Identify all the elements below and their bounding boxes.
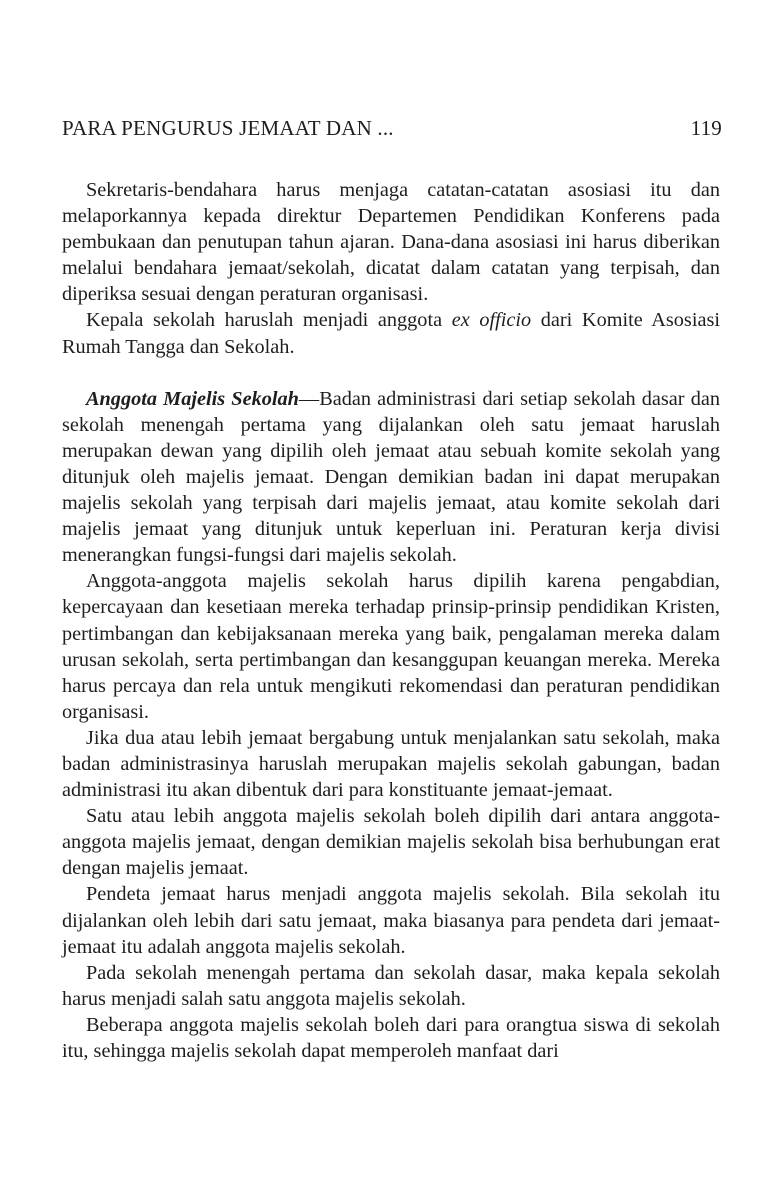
paragraph-secretary-treasurer: Sekretaris-bendahara harus menjaga catatan-catatan asosiasi itu dan melaporkannya kepada direktur Departemen Pendidikan Konferens pada pembukaan dan penutupan tahun ajaran. Dana-dana asosiasi ini harus diberikan melalui bendahara jemaat/sekolah, dicatat dalam catatan yang terpisah, dan diperiksa sesuai dengan peraturan organisasi. xyxy=(62,179,720,306)
paragraph-pastor-member: Pendeta jemaat harus menjadi anggota majelis sekolah. Bila sekolah itu dijalankan oleh lebih dari satu jemaat, maka biasanya para pendeta dari jemaat-jemaat itu adalah anggota majelis sekolah. xyxy=(62,883,720,958)
running-title: PARA PENGURUS JEMAAT DAN ... xyxy=(62,116,394,140)
paragraph-text: Kepala sekolah haruslah menjadi anggota xyxy=(86,309,452,332)
running-header xyxy=(62,116,722,144)
paragraph-school-board xyxy=(62,386,720,569)
paragraph-text: dari Komite Asosiasi Rumah Tangga dan Sekolah. xyxy=(62,309,720,358)
page-body xyxy=(62,177,720,1064)
paragraph-church-board-members: Satu atau lebih anggota majelis sekolah boleh dipilih dari antara anggota-anggota majelis jemaat, dengan demikian majelis sekolah bisa berhubungan erat dengan majelis jemaat. xyxy=(62,805,720,880)
section-heading: Anggota Majelis Sekolah xyxy=(86,387,299,410)
paragraph-joint-school-board: Jika dua atau lebih jemaat bergabung untuk menjalankan satu sekolah, maka badan administrasinya haruslah merupakan majelis sekolah gabungan, badan administrasi itu akan dibentuk dari para konstituante jemaat-jemaat. xyxy=(62,726,720,802)
page-number: 119 xyxy=(690,116,722,140)
paragraph-parents-members: Beberapa anggota majelis sekolah boleh dari para orangtua siswa di sekolah itu, sehingga majelis sekolah dapat memperoleh manfaat dari xyxy=(62,1013,720,1062)
paragraph-principal-member: Pada sekolah menengah pertama dan sekolah dasar, maka kepala sekolah harus menjadi salah satu anggota majelis sekolah. xyxy=(62,961,720,1010)
paragraph-text: —Badan administrasi dari setiap sekolah dasar dan sekolah menengah pertama yang dijalankan oleh satu jemaat haruslah merupakan dewan yang dipilih oleh jemaat atau sebuah komite sekolah yang ditunjuk oleh majelis jemaat. Dengan demikian badan ini dapat merupakan majelis sekolah yang terpisah dari majelis jemaat, atau komite sekolah dari majelis jemaat yang ditunjuk untuk keperluan ini. Peraturan kerja divisi menerangkan fungsi-fungsi dari majelis sekolah. xyxy=(62,387,720,567)
paragraph-board-members-selection: Anggota-anggota majelis sekolah harus dipilih karena pengabdian, kepercayaan dan kesetiaan mereka terhadap prinsip-prinsip pendidikan Kristen, pertimbangan dan kebijaksanaan mereka yang baik, pengalaman mereka dalam urusan sekolah, serta pertimbangan dan kesanggupan keuangan mereka. Mereka harus percaya dan rela untuk mengikuti rekomendasi dan peraturan pendidikan organisasi. xyxy=(62,570,720,723)
paragraph-principal-ex-officio xyxy=(62,307,720,359)
italic-term: ex officio xyxy=(451,309,532,332)
